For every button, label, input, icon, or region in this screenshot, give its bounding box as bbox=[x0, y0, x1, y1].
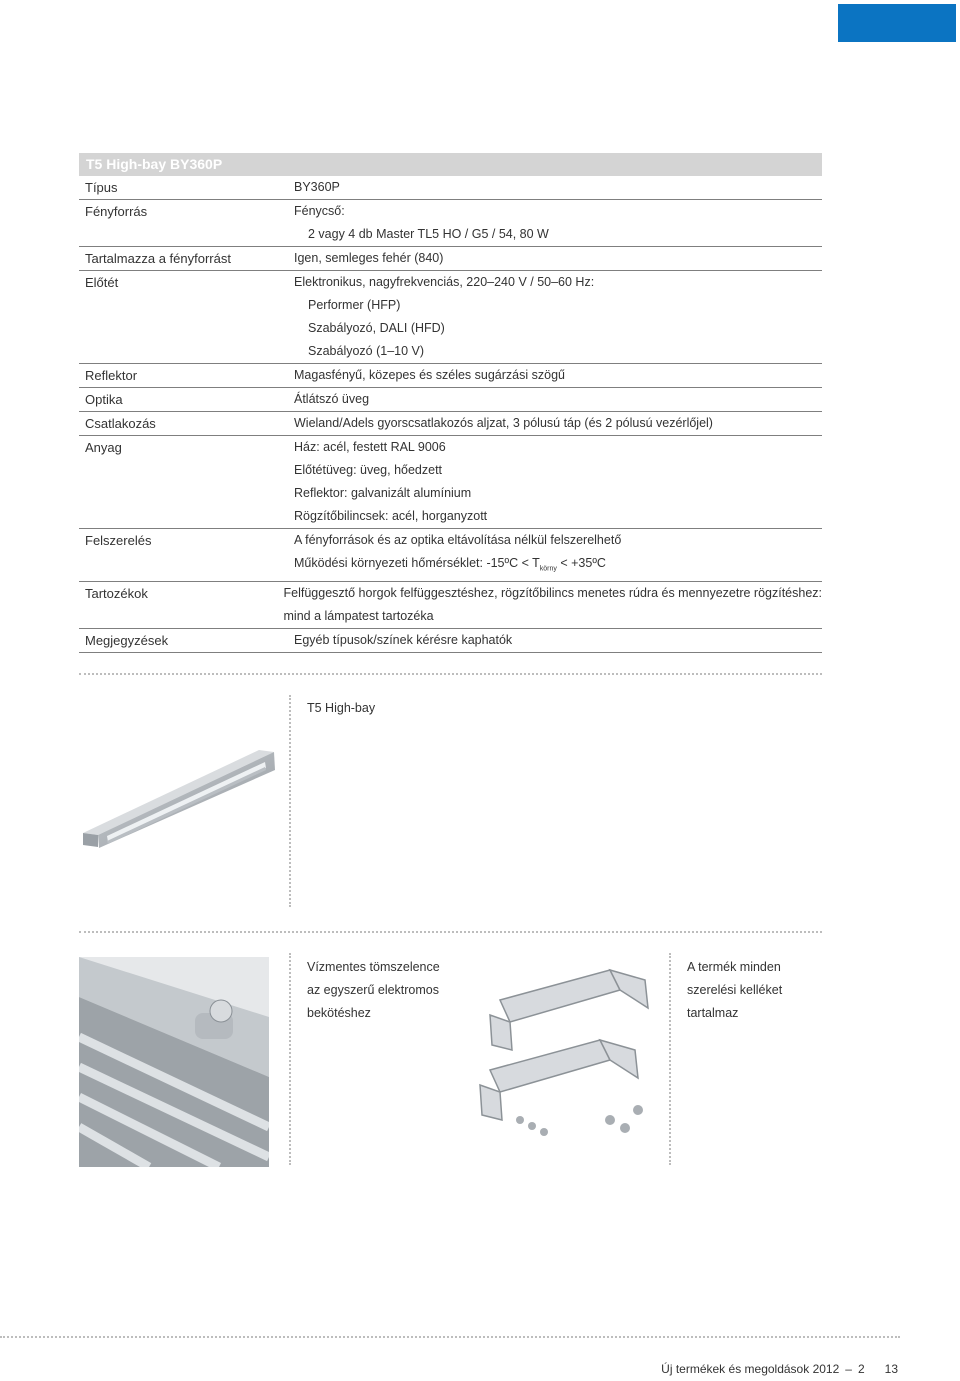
spec-row bbox=[79, 412, 822, 436]
spec-row bbox=[79, 364, 822, 388]
temperature-subscript: körny bbox=[539, 565, 557, 573]
caption-line: tartalmaz bbox=[687, 1006, 739, 1020]
connector-image bbox=[79, 957, 269, 1167]
caption-line: az egyszerű elektromos bbox=[307, 983, 440, 997]
spec-row bbox=[79, 271, 822, 364]
temperature-range: < +35ºC bbox=[556, 556, 606, 570]
spec-values bbox=[294, 529, 822, 581]
spec-value: BY360P bbox=[294, 180, 340, 194]
footer-section: 2 bbox=[857, 1362, 865, 1376]
spec-values bbox=[294, 629, 822, 652]
spec-value: Előtétüveg: üveg, hőedzett bbox=[294, 463, 443, 477]
spec-row bbox=[79, 247, 822, 271]
spec-row bbox=[79, 200, 822, 247]
spec-label: Tartalmazza a fényforrást bbox=[85, 251, 231, 266]
spec-row bbox=[79, 529, 822, 582]
caption-line: bekötéshez bbox=[307, 1006, 371, 1020]
caption-line: szerelési kelléket bbox=[687, 983, 783, 997]
spec-label: Tartozékok bbox=[85, 585, 148, 601]
caption-line: Vízmentes tömszelence bbox=[307, 960, 440, 974]
spec-row bbox=[79, 582, 822, 629]
spec-label: Csatlakozás bbox=[85, 416, 156, 431]
spec-label: Anyag bbox=[85, 440, 122, 455]
spec-value: Átlátszó üveg bbox=[294, 392, 370, 406]
spec-label: Felszerelés bbox=[85, 533, 152, 548]
caption-line: A termék minden bbox=[687, 960, 781, 974]
spec-value-temperature bbox=[294, 552, 822, 581]
page-footer bbox=[661, 1362, 898, 1376]
spec-row bbox=[79, 436, 822, 529]
divider bbox=[289, 695, 291, 907]
spec-values bbox=[284, 582, 822, 628]
spec-values bbox=[294, 412, 822, 435]
spec-values bbox=[294, 388, 822, 411]
divider bbox=[669, 953, 671, 1165]
spec-value: 2 vagy 4 db Master TL5 HO / G5 / 54, 80 W bbox=[308, 227, 549, 241]
footer-text: Új termékek és megoldások 2012 bbox=[661, 1362, 840, 1376]
spec-value: Ház: acél, festett RAL 9006 bbox=[294, 440, 446, 454]
divider bbox=[79, 931, 822, 933]
spec-value: Felfüggesztő horgok felfüggesztéshez, rögzítőbilincs menetes rúdra és mennyezetre rögzítéshez: bbox=[283, 585, 822, 600]
spec-row bbox=[79, 388, 822, 412]
spec-label: Típus bbox=[85, 180, 118, 195]
luminaire-image bbox=[79, 740, 279, 850]
spec-values bbox=[294, 200, 822, 246]
spec-value: Szabályozó, DALI (HFD) bbox=[308, 321, 445, 335]
spec-label: Reflektor bbox=[85, 368, 138, 383]
spec-label: Optika bbox=[85, 392, 123, 407]
connector-caption bbox=[307, 956, 440, 1025]
page-number: 13 bbox=[884, 1362, 898, 1376]
spec-value: Reflektor: galvanizált alumínium bbox=[294, 486, 472, 500]
spec-label: Megjegyzések bbox=[85, 632, 169, 648]
spec-value: Igen, semleges fehér (840) bbox=[294, 251, 444, 265]
spec-values bbox=[294, 271, 822, 363]
product-caption: T5 High-bay bbox=[307, 701, 376, 715]
spec-value: Egyéb típusok/színek kérésre kaphatók bbox=[294, 632, 513, 647]
divider bbox=[0, 1336, 900, 1338]
spec-label: Előtét bbox=[85, 275, 119, 290]
spec-row bbox=[79, 176, 822, 200]
spec-value: A fényforrások és az optika eltávolítása nélkül felszerelhető bbox=[294, 533, 622, 547]
spec-table bbox=[79, 153, 822, 653]
spec-title: T5 High-bay BY360P bbox=[79, 153, 822, 176]
spec-label: Fényforrás bbox=[85, 204, 148, 219]
spec-value: Rögzítőbilincsek: acél, horganyzott bbox=[294, 509, 488, 523]
spec-value: Szabályozó (1–10 V) bbox=[308, 344, 425, 358]
spec-values bbox=[294, 176, 822, 199]
spec-values bbox=[294, 364, 822, 387]
spec-value: Performer (HFP) bbox=[308, 298, 401, 312]
divider bbox=[289, 953, 291, 1165]
accessories-caption bbox=[687, 956, 782, 1025]
footer-dash: – bbox=[845, 1362, 852, 1376]
spec-value: Wieland/Adels gyorscsatlakozós aljzat, 3 pólusú táp (és 2 pólusú vezérlőjel) bbox=[294, 416, 713, 430]
temperature-text: Működési környezeti hőmérséklet: -15ºC < T bbox=[294, 556, 540, 570]
mounting-kit-image bbox=[460, 960, 665, 1145]
spec-values bbox=[294, 247, 822, 270]
spec-values bbox=[294, 436, 822, 528]
spec-value: Elektronikus, nagyfrekvenciás, 220–240 V / 50–60 Hz: bbox=[294, 275, 595, 289]
spec-value: Fénycső: bbox=[294, 204, 345, 218]
spec-value: Magasfényű, közepes és széles sugárzási szögű bbox=[294, 368, 565, 382]
spec-value: mind a lámpatest tartozéka bbox=[283, 608, 434, 623]
section-tab bbox=[838, 4, 956, 42]
spec-row bbox=[79, 629, 822, 653]
divider bbox=[79, 673, 822, 675]
